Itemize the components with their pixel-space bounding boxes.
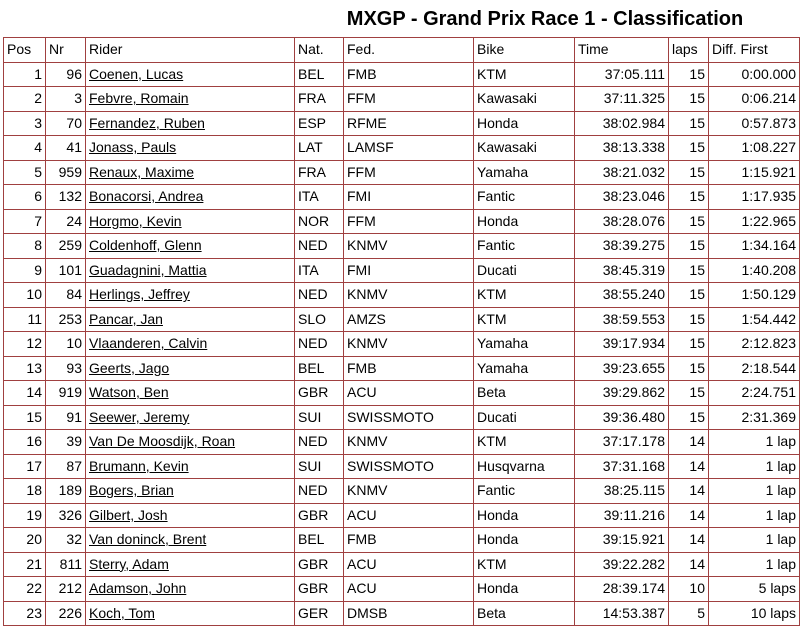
table-row: [4, 601, 800, 626]
cell-fed: ACU: [344, 381, 474, 406]
cell-bike: Fantic: [474, 185, 575, 210]
cell-nr: 41: [46, 136, 86, 161]
cell-time: 38:28.076: [575, 209, 669, 234]
table-row: [4, 332, 800, 357]
cell-nat: GER: [295, 601, 344, 626]
rider-link[interactable]: Gilbert, Josh: [89, 506, 168, 523]
cell-nat: ITA: [295, 258, 344, 283]
cell-time: 39:22.282: [575, 552, 669, 577]
cell-nr: 93: [46, 356, 86, 381]
cell-laps: 15: [669, 381, 709, 406]
table-row: [4, 185, 800, 210]
rider-link[interactable]: Renaux, Maxime: [89, 163, 195, 180]
cell-time: 38:02.984: [575, 111, 669, 136]
cell-fed: FMI: [344, 258, 474, 283]
cell-fed: FMB: [344, 528, 474, 553]
cell-rider: [86, 258, 295, 283]
table-row: [4, 136, 800, 161]
cell-laps: 14: [669, 430, 709, 455]
cell-pos: 9: [4, 258, 46, 283]
cell-pos: 16: [4, 430, 46, 455]
cell-fed: FMB: [344, 356, 474, 381]
rider-link[interactable]: Brumann, Kevin: [89, 457, 189, 474]
cell-time: 39:15.921: [575, 528, 669, 553]
cell-nr: 212: [46, 577, 86, 602]
cell-time: 38:23.046: [575, 185, 669, 210]
cell-nr: 70: [46, 111, 86, 136]
cell-fed: SWISSMOTO: [344, 405, 474, 430]
rider-link[interactable]: Van De Moosdijk, Roan: [89, 433, 236, 450]
cell-fed: ACU: [344, 552, 474, 577]
rider-link[interactable]: Seewer, Jeremy: [89, 408, 190, 425]
cell-laps: 15: [669, 160, 709, 185]
table-row: [4, 381, 800, 406]
cell-bike: Kawasaki: [474, 136, 575, 161]
cell-fed: FFM: [344, 209, 474, 234]
cell-diff-first: 1:08.227: [709, 136, 800, 161]
table-row: [4, 234, 800, 259]
cell-nat: LAT: [295, 136, 344, 161]
cell-time: 28:39.174: [575, 577, 669, 602]
cell-rider: [86, 356, 295, 381]
cell-pos: 7: [4, 209, 46, 234]
rider-link[interactable]: Coldenhoff, Glenn: [89, 237, 202, 254]
cell-bike: Yamaha: [474, 332, 575, 357]
cell-rider: [86, 528, 295, 553]
cell-bike: KTM: [474, 430, 575, 455]
cell-nat: NED: [295, 479, 344, 504]
cell-time: 39:29.862: [575, 381, 669, 406]
cell-rider: [86, 209, 295, 234]
cell-diff-first: 1 lap: [709, 503, 800, 528]
cell-nr: 96: [46, 62, 86, 87]
cell-rider: [86, 136, 295, 161]
cell-diff-first: 2:24.751: [709, 381, 800, 406]
cell-nr: 253: [46, 307, 86, 332]
cell-laps: 15: [669, 111, 709, 136]
rider-link[interactable]: Van doninck, Brent: [89, 531, 207, 548]
header-laps: laps: [669, 38, 709, 63]
table-row: [4, 160, 800, 185]
cell-nr: 87: [46, 454, 86, 479]
cell-bike: Honda: [474, 111, 575, 136]
cell-nat: NED: [295, 283, 344, 308]
table-row: [4, 552, 800, 577]
cell-nr: 226: [46, 601, 86, 626]
cell-laps: 15: [669, 283, 709, 308]
cell-time: 39:23.655: [575, 356, 669, 381]
header-bike: Bike: [474, 38, 575, 63]
rider-link[interactable]: Bogers, Brian: [89, 482, 174, 499]
cell-diff-first: 1 lap: [709, 479, 800, 504]
table-row: [4, 405, 800, 430]
cell-bike: Husqvarna: [474, 454, 575, 479]
cell-rider: [86, 479, 295, 504]
cell-diff-first: 5 laps: [709, 577, 800, 602]
table-row: [4, 454, 800, 479]
header-time: Time: [575, 38, 669, 63]
cell-nat: SUI: [295, 454, 344, 479]
cell-nat: ITA: [295, 185, 344, 210]
cell-rider: [86, 430, 295, 455]
cell-bike: KTM: [474, 62, 575, 87]
cell-laps: 14: [669, 552, 709, 577]
cell-nr: 811: [46, 552, 86, 577]
table-row: [4, 111, 800, 136]
cell-time: 38:25.115: [575, 479, 669, 504]
cell-pos: 11: [4, 307, 46, 332]
cell-fed: KNMV: [344, 479, 474, 504]
cell-pos: 4: [4, 136, 46, 161]
cell-fed: FMI: [344, 185, 474, 210]
cell-laps: 14: [669, 528, 709, 553]
rider-link[interactable]: Jonass, Pauls: [89, 139, 177, 156]
cell-diff-first: 0:06.214: [709, 87, 800, 112]
cell-nat: BEL: [295, 356, 344, 381]
rider-link[interactable]: Vlaanderen, Calvin: [89, 335, 208, 352]
cell-bike: KTM: [474, 283, 575, 308]
rider-link[interactable]: Koch, Tom: [89, 604, 155, 621]
cell-nat: NED: [295, 332, 344, 357]
header-diff-first: Diff. First: [709, 38, 800, 63]
cell-laps: 15: [669, 405, 709, 430]
cell-bike: Kawasaki: [474, 87, 575, 112]
cell-pos: 10: [4, 283, 46, 308]
cell-rider: [86, 87, 295, 112]
cell-laps: 15: [669, 209, 709, 234]
rider-link[interactable]: Pancar, Jan: [89, 310, 163, 327]
cell-fed: RFME: [344, 111, 474, 136]
table-row: [4, 307, 800, 332]
cell-pos: 3: [4, 111, 46, 136]
cell-time: 38:59.553: [575, 307, 669, 332]
cell-time: 38:13.338: [575, 136, 669, 161]
cell-pos: 13: [4, 356, 46, 381]
header-rider: Rider: [86, 38, 295, 63]
cell-fed: KNMV: [344, 430, 474, 455]
cell-laps: 14: [669, 503, 709, 528]
cell-fed: FFM: [344, 160, 474, 185]
cell-fed: AMZS: [344, 307, 474, 332]
cell-diff-first: 1:50.129: [709, 283, 800, 308]
cell-fed: FFM: [344, 87, 474, 112]
cell-pos: 22: [4, 577, 46, 602]
classification-table: [3, 37, 800, 626]
cell-diff-first: 1:22.965: [709, 209, 800, 234]
table-row: [4, 356, 800, 381]
cell-diff-first: 1:40.208: [709, 258, 800, 283]
cell-pos: 2: [4, 87, 46, 112]
cell-laps: 15: [669, 258, 709, 283]
cell-laps: 15: [669, 62, 709, 87]
cell-bike: Beta: [474, 381, 575, 406]
cell-fed: LAMSF: [344, 136, 474, 161]
cell-nat: ESP: [295, 111, 344, 136]
cell-laps: 5: [669, 601, 709, 626]
cell-rider: [86, 552, 295, 577]
cell-nr: 959: [46, 160, 86, 185]
cell-rider: [86, 577, 295, 602]
cell-diff-first: 1 lap: [709, 430, 800, 455]
cell-bike: KTM: [474, 552, 575, 577]
cell-laps: 15: [669, 234, 709, 259]
cell-laps: 15: [669, 87, 709, 112]
cell-nr: 84: [46, 283, 86, 308]
cell-bike: Honda: [474, 528, 575, 553]
cell-bike: Ducati: [474, 405, 575, 430]
cell-pos: 19: [4, 503, 46, 528]
cell-bike: Fantic: [474, 234, 575, 259]
cell-rider: [86, 307, 295, 332]
cell-pos: 20: [4, 528, 46, 553]
cell-time: 37:31.168: [575, 454, 669, 479]
cell-nr: 132: [46, 185, 86, 210]
cell-fed: KNMV: [344, 283, 474, 308]
header-nr: Nr: [46, 38, 86, 63]
cell-time: 37:11.325: [575, 87, 669, 112]
cell-diff-first: 1 lap: [709, 528, 800, 553]
cell-time: 39:17.934: [575, 332, 669, 357]
cell-fed: SWISSMOTO: [344, 454, 474, 479]
cell-bike: Fantic: [474, 479, 575, 504]
rider-link[interactable]: Febvre, Romain: [89, 90, 189, 107]
table-row: [4, 258, 800, 283]
cell-rider: [86, 234, 295, 259]
cell-pos: 8: [4, 234, 46, 259]
cell-time: 38:55.240: [575, 283, 669, 308]
cell-nr: 39: [46, 430, 86, 455]
cell-pos: 17: [4, 454, 46, 479]
rider-link[interactable]: Geerts, Jago: [89, 359, 170, 376]
cell-time: 37:05.111: [575, 62, 669, 87]
cell-rider: [86, 454, 295, 479]
cell-diff-first: 10 laps: [709, 601, 800, 626]
cell-time: 38:21.032: [575, 160, 669, 185]
cell-laps: 15: [669, 136, 709, 161]
cell-laps: 15: [669, 307, 709, 332]
cell-nat: FRA: [295, 160, 344, 185]
cell-pos: 12: [4, 332, 46, 357]
cell-nr: 101: [46, 258, 86, 283]
cell-diff-first: 1 lap: [709, 552, 800, 577]
cell-laps: 14: [669, 479, 709, 504]
cell-diff-first: 2:31.369: [709, 405, 800, 430]
cell-nr: 10: [46, 332, 86, 357]
cell-pos: 1: [4, 62, 46, 87]
cell-nat: GBR: [295, 552, 344, 577]
cell-nat: BEL: [295, 62, 344, 87]
cell-nat: GBR: [295, 577, 344, 602]
table-row: [4, 503, 800, 528]
cell-nat: BEL: [295, 528, 344, 553]
cell-bike: Yamaha: [474, 160, 575, 185]
cell-laps: 15: [669, 332, 709, 357]
cell-nat: FRA: [295, 87, 344, 112]
header-row: [4, 38, 800, 63]
cell-time: 39:11.216: [575, 503, 669, 528]
cell-rider: [86, 332, 295, 357]
cell-pos: 6: [4, 185, 46, 210]
cell-nr: 24: [46, 209, 86, 234]
cell-pos: 21: [4, 552, 46, 577]
cell-fed: DMSB: [344, 601, 474, 626]
cell-fed: KNMV: [344, 332, 474, 357]
rider-link[interactable]: Adamson, John: [89, 580, 187, 597]
cell-bike: KTM: [474, 307, 575, 332]
cell-fed: FMB: [344, 62, 474, 87]
cell-diff-first: 1 lap: [709, 454, 800, 479]
cell-pos: 23: [4, 601, 46, 626]
cell-bike: Honda: [474, 503, 575, 528]
page-title: MXGP - Grand Prix Race 1 - Classification: [346, 8, 744, 30]
cell-nat: NOR: [295, 209, 344, 234]
cell-rider: [86, 111, 295, 136]
rider-link[interactable]: Sterry, Adam: [89, 555, 169, 572]
cell-nat: NED: [295, 430, 344, 455]
cell-nat: SLO: [295, 307, 344, 332]
cell-bike: Honda: [474, 577, 575, 602]
cell-pos: 15: [4, 405, 46, 430]
cell-time: 39:36.480: [575, 405, 669, 430]
cell-laps: 15: [669, 356, 709, 381]
cell-diff-first: 2:12.823: [709, 332, 800, 357]
cell-nr: 91: [46, 405, 86, 430]
cell-pos: 14: [4, 381, 46, 406]
rider-link[interactable]: Herlings, Jeffrey: [89, 286, 190, 303]
cell-diff-first: 2:18.544: [709, 356, 800, 381]
cell-rider: [86, 283, 295, 308]
cell-fed: KNMV: [344, 234, 474, 259]
table-row: [4, 209, 800, 234]
cell-time: 38:39.275: [575, 234, 669, 259]
cell-nr: 326: [46, 503, 86, 528]
cell-rider: [86, 503, 295, 528]
table-row: [4, 528, 800, 553]
cell-nat: SUI: [295, 405, 344, 430]
table-row: [4, 283, 800, 308]
cell-nat: NED: [295, 234, 344, 259]
cell-fed: ACU: [344, 577, 474, 602]
rider-link[interactable]: Watson, Ben: [89, 384, 169, 401]
cell-diff-first: 1:34.164: [709, 234, 800, 259]
cell-rider: [86, 62, 295, 87]
cell-time: 37:17.178: [575, 430, 669, 455]
cell-nat: GBR: [295, 503, 344, 528]
cell-nr: 32: [46, 528, 86, 553]
header-fed: Fed.: [344, 38, 474, 63]
cell-pos: 5: [4, 160, 46, 185]
cell-fed: ACU: [344, 503, 474, 528]
cell-diff-first: 1:17.935: [709, 185, 800, 210]
rider-link[interactable]: Horgmo, Kevin: [89, 212, 182, 229]
rider-link[interactable]: Guadagnini, Mattia: [89, 261, 207, 278]
cell-bike: Yamaha: [474, 356, 575, 381]
table-row: [4, 430, 800, 455]
cell-rider: [86, 405, 295, 430]
header-pos: Pos: [4, 38, 46, 63]
cell-bike: Ducati: [474, 258, 575, 283]
cell-nr: 259: [46, 234, 86, 259]
cell-time: 38:45.319: [575, 258, 669, 283]
cell-diff-first: 1:54.442: [709, 307, 800, 332]
cell-diff-first: 1:15.921: [709, 160, 800, 185]
header-nat: Nat.: [295, 38, 344, 63]
cell-nat: GBR: [295, 381, 344, 406]
cell-rider: [86, 381, 295, 406]
cell-rider: [86, 160, 295, 185]
cell-laps: 15: [669, 185, 709, 210]
cell-diff-first: 0:00.000: [709, 62, 800, 87]
cell-bike: Honda: [474, 209, 575, 234]
cell-bike: Beta: [474, 601, 575, 626]
cell-diff-first: 0:57.873: [709, 111, 800, 136]
rider-link[interactable]: Bonacorsi, Andrea: [89, 188, 204, 205]
cell-nr: 189: [46, 479, 86, 504]
cell-laps: 14: [669, 454, 709, 479]
rider-link[interactable]: Fernandez, Ruben: [89, 114, 205, 131]
table-row: [4, 479, 800, 504]
cell-rider: [86, 185, 295, 210]
cell-rider: [86, 601, 295, 626]
table-row: [4, 577, 800, 602]
cell-pos: 18: [4, 479, 46, 504]
table-row: [4, 62, 800, 87]
cell-time: 14:53.387: [575, 601, 669, 626]
cell-nr: 919: [46, 381, 86, 406]
rider-link[interactable]: Coenen, Lucas: [89, 65, 184, 82]
cell-laps: 10: [669, 577, 709, 602]
table-row: [4, 87, 800, 112]
cell-nr: 3: [46, 87, 86, 112]
